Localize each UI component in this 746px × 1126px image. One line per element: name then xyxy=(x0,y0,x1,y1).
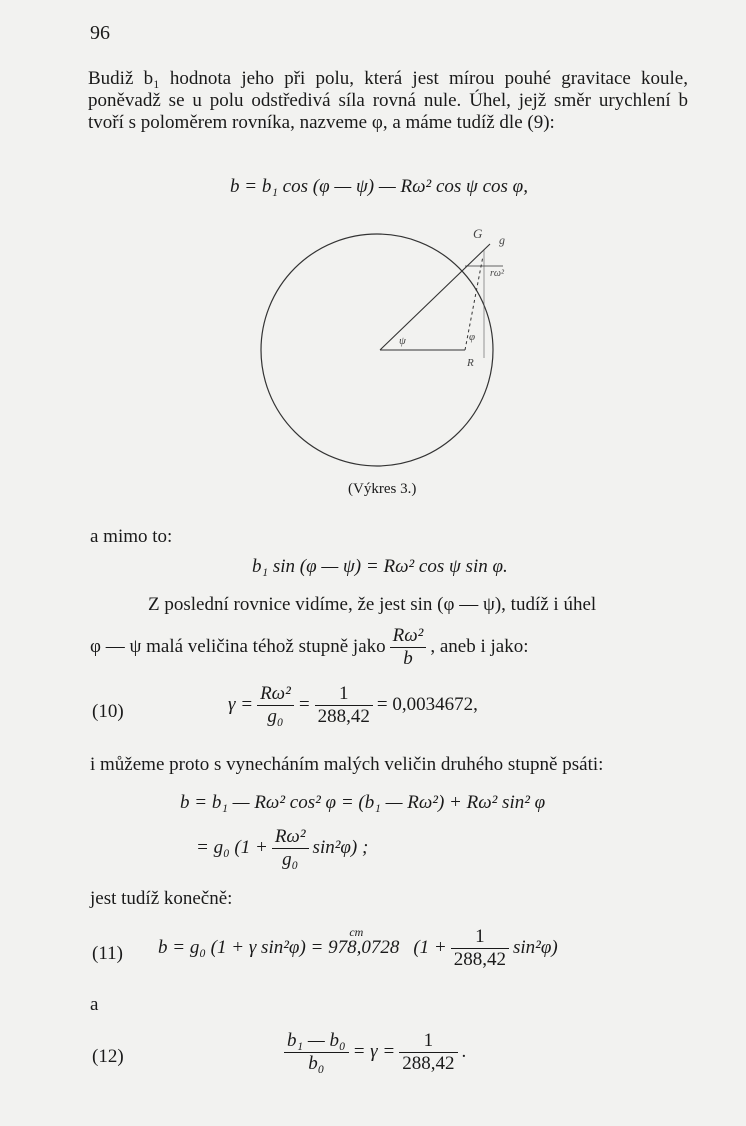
label-g: g xyxy=(499,233,505,247)
eq12-f1-numerator: b₁ — b₀ xyxy=(284,1030,349,1053)
eq10-fraction-1 xyxy=(257,683,294,728)
equation-b-line-1: b = b₁ — Rω² cos² φ = (b₁ — Rω²) + Rω² sin² φ xyxy=(180,792,546,813)
paragraph-2-text-a: φ — ψ malá veličina téhož stupně jako xyxy=(90,635,386,657)
eq11-rhs: sin²φ) xyxy=(513,936,558,958)
figure-diagram xyxy=(255,210,525,470)
eq11-unit: cm xyxy=(349,924,364,939)
eq12-f1-denominator: b₀ xyxy=(308,1053,325,1074)
eq10-f1-denominator: g₀ xyxy=(267,706,284,727)
paragraph-3: i můžeme proto s vynecháním malých veličin druhého stupně psáti: xyxy=(90,754,604,775)
eq11-fraction xyxy=(451,926,509,971)
paragraph-2-line-2 xyxy=(90,625,529,670)
fraction-denominator: b xyxy=(403,648,413,669)
eq12-end: . xyxy=(461,1040,467,1062)
equation-10-number: (10) xyxy=(92,701,124,722)
eq11-numerator: 1 xyxy=(451,926,509,949)
paragraph-2-line-1: Z poslední rovnice vidíme, že jest sin (φ — ψ), tudíž i úhel xyxy=(148,594,597,615)
eq11-denominator: 288,42 xyxy=(453,949,506,970)
text-a: a xyxy=(90,994,99,1015)
eq12-fraction-2 xyxy=(399,1030,457,1075)
equation-11 xyxy=(158,926,558,971)
equation-10 xyxy=(228,683,478,728)
eq10-f2-denominator: 288,42 xyxy=(317,706,370,727)
eq10-lhs: γ = xyxy=(228,693,254,715)
equation-11-number: (11) xyxy=(92,943,123,964)
eq12-fraction-1 xyxy=(284,1030,349,1075)
eq10-equals: = xyxy=(297,693,311,715)
eq10-f2-numerator: 1 xyxy=(315,683,373,706)
label-rw2: rω² xyxy=(490,268,504,279)
equation-9: b = b₁ cos (φ — ψ) — Rω² cos ψ cos φ, xyxy=(230,176,528,197)
fraction-numerator: Rω² xyxy=(390,625,427,648)
eq12-mid: = γ = xyxy=(352,1040,396,1062)
equation-sin: b₁ sin (φ — ψ) = Rω² cos ψ sin φ. xyxy=(252,556,508,577)
eq-b2-fraction xyxy=(272,826,309,871)
eq-b2-lhs: = g₀ (1 + xyxy=(196,836,268,858)
paragraph-2-fraction xyxy=(390,625,427,670)
label-R: R xyxy=(467,357,474,369)
text-also: a mimo to: xyxy=(90,526,173,547)
eq11-open: (1 + xyxy=(413,936,447,958)
label-phi: φ xyxy=(469,331,476,343)
eq10-fraction-2 xyxy=(315,683,373,728)
equation-12-number: (12) xyxy=(92,1046,124,1067)
paragraph-2-text-b: , aneb i jako: xyxy=(430,635,529,657)
paragraph-1: Budiž b₁ hodnota jeho při polu, která jest mírou pouhé gravitace koule, poněvadž se u polu odstředivá síla rovná nule. Úhel, jejž směr urychlení b tvoří s poloměrem rovníka, nazveme φ, a máme tudíž dle (9): xyxy=(88,68,688,133)
label-G: G xyxy=(473,226,483,241)
eq12-f2-denominator: 288,42 xyxy=(402,1053,455,1074)
equation-12 xyxy=(280,1030,466,1075)
eq12-f2-numerator: 1 xyxy=(399,1030,457,1053)
eq-b2-numerator: Rω² xyxy=(272,826,309,849)
eq10-f1-numerator: Rω² xyxy=(257,683,294,706)
page-number: 96 xyxy=(90,22,110,44)
paragraph-4: jest tudíž konečně: xyxy=(90,888,233,909)
figure-caption: (Výkres 3.) xyxy=(348,481,417,497)
eq-b2-rhs: sin²φ) ; xyxy=(312,836,369,858)
eq-b2-denominator: g₀ xyxy=(282,849,299,870)
equation-b-line-2 xyxy=(196,826,368,871)
label-psi: ψ xyxy=(399,335,406,347)
eq10-rhs: = 0,0034672, xyxy=(376,693,478,715)
eq11-lhs: b = g₀ (1 + γ sin²φ) = 978,0728 xyxy=(158,936,400,958)
